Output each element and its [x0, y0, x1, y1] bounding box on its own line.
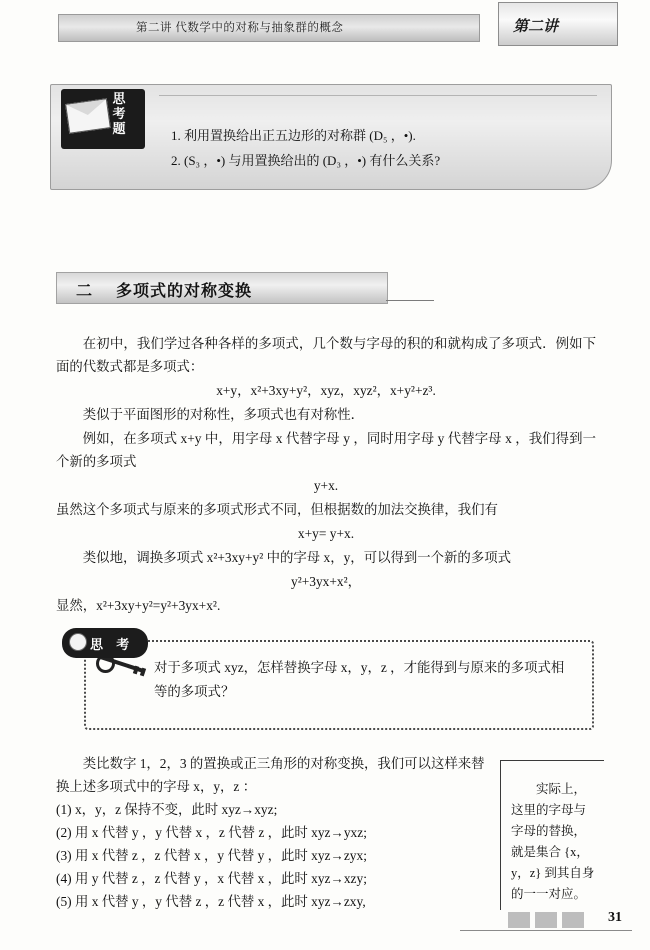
paragraph: 类似于平面图形的对称性，多项式也有对称性．	[82, 407, 364, 422]
formula: y+x.	[313, 478, 339, 493]
think-question-badge	[55, 83, 151, 155]
page-footer	[0, 910, 650, 934]
key-tooth	[140, 668, 146, 677]
think-bubble	[84, 640, 594, 730]
section-title: 多项式的对称变换	[116, 283, 253, 300]
think-badge	[62, 628, 148, 658]
running-title: 第二讲 代数学中的对称与抽象群的概念	[136, 22, 344, 34]
list-item: 2. (S₃ ，•) 与用置换给出的 (D₃ ，•) 有什么关系?	[171, 153, 441, 168]
paragraph: 类似地，调换多项式 x²+3xy+y² 中的字母 x，y，可以得到一个新的多项式	[82, 550, 511, 565]
chapter-tab	[498, 2, 618, 46]
list-item: (4) 用 y 代替 z ，z 代替 y ，x 代替 x ，此时 xyz→xzy;	[56, 871, 367, 886]
footer-rule	[460, 930, 632, 931]
page-header	[58, 12, 618, 44]
list-item: (3) 用 x 代替 z ，z 代替 x ，y 代替 y ，此时 xyz→zyx;	[56, 848, 367, 863]
formula: x+y，x²+3xy+y²，xyz，xyz²，x+y²+z³.	[216, 383, 436, 398]
list-item: (5) 用 x 代替 y ，y 代替 z ，z 代替 x ，此时 xyz→zxy,	[56, 894, 366, 909]
think-question-badge-label: 思考题	[112, 91, 126, 136]
footer-block	[562, 912, 584, 928]
envelope-icon	[65, 98, 111, 134]
body-text	[56, 332, 596, 618]
footer-block	[535, 912, 557, 928]
section-number: 二	[76, 283, 93, 300]
paragraph: 例如，在多项式 x+y 中，用字母 x 代替字母 y ，同时用字母 y 代替字母 x ，我们得到一个新的多项式	[56, 431, 596, 469]
formula: x+y= y+x.	[297, 526, 355, 541]
think-badge-label: 思 考	[90, 637, 135, 652]
page-number: 31	[608, 910, 622, 925]
footer-block	[508, 912, 530, 928]
think-question-box	[50, 84, 612, 190]
formula: y²+3yx+x²，	[291, 574, 361, 589]
lower-body-text	[56, 752, 486, 913]
section-heading	[56, 272, 436, 306]
think-bubble-question: 对于多项式 xyz，怎样替换字母 x，y，z ，才能得到与原来的多项式相等的多项式？	[154, 660, 565, 699]
footer-blocks	[508, 912, 584, 928]
section-heading-rule	[386, 300, 434, 301]
side-note	[500, 760, 604, 910]
chapter-tab-label: 第二讲	[513, 19, 559, 35]
think-question-list	[171, 123, 440, 173]
paragraph: 虽然这个多项式与原来的多项式形式不同，但根据数的加法交换律，我们有	[56, 502, 498, 517]
list-item: (2) 用 x 代替 y ，y 代替 x ，z 代替 z ，此时 xyz→yxz;	[56, 825, 367, 840]
paragraph: 类比数字 1，2，3 的置换或正三角形的对称变换，我们可以这样来替换上述多项式中的字母 x，y，z ：	[56, 756, 485, 794]
list-item: (1) x，y，z 保持不变，此时 xyz→xyz;	[56, 802, 278, 817]
divider	[159, 95, 597, 96]
lightbulb-icon	[69, 633, 87, 651]
list-item: 1. 利用置换给出正五边形的对称群 (D₅ ，•).	[171, 128, 416, 143]
paragraph: 在初中，我们学过各种各样的多项式，几个数与字母的积的和就构成了多项式．例如下面的代数式都是多项式：	[56, 336, 596, 374]
side-note-text: 实际上，这里的字母与字母的替换，就是集合 {x，y，z} 到其自身的一一对应。	[511, 782, 595, 901]
paragraph: 显然，x²+3xy+y²=y²+3yx+x².	[56, 598, 221, 613]
